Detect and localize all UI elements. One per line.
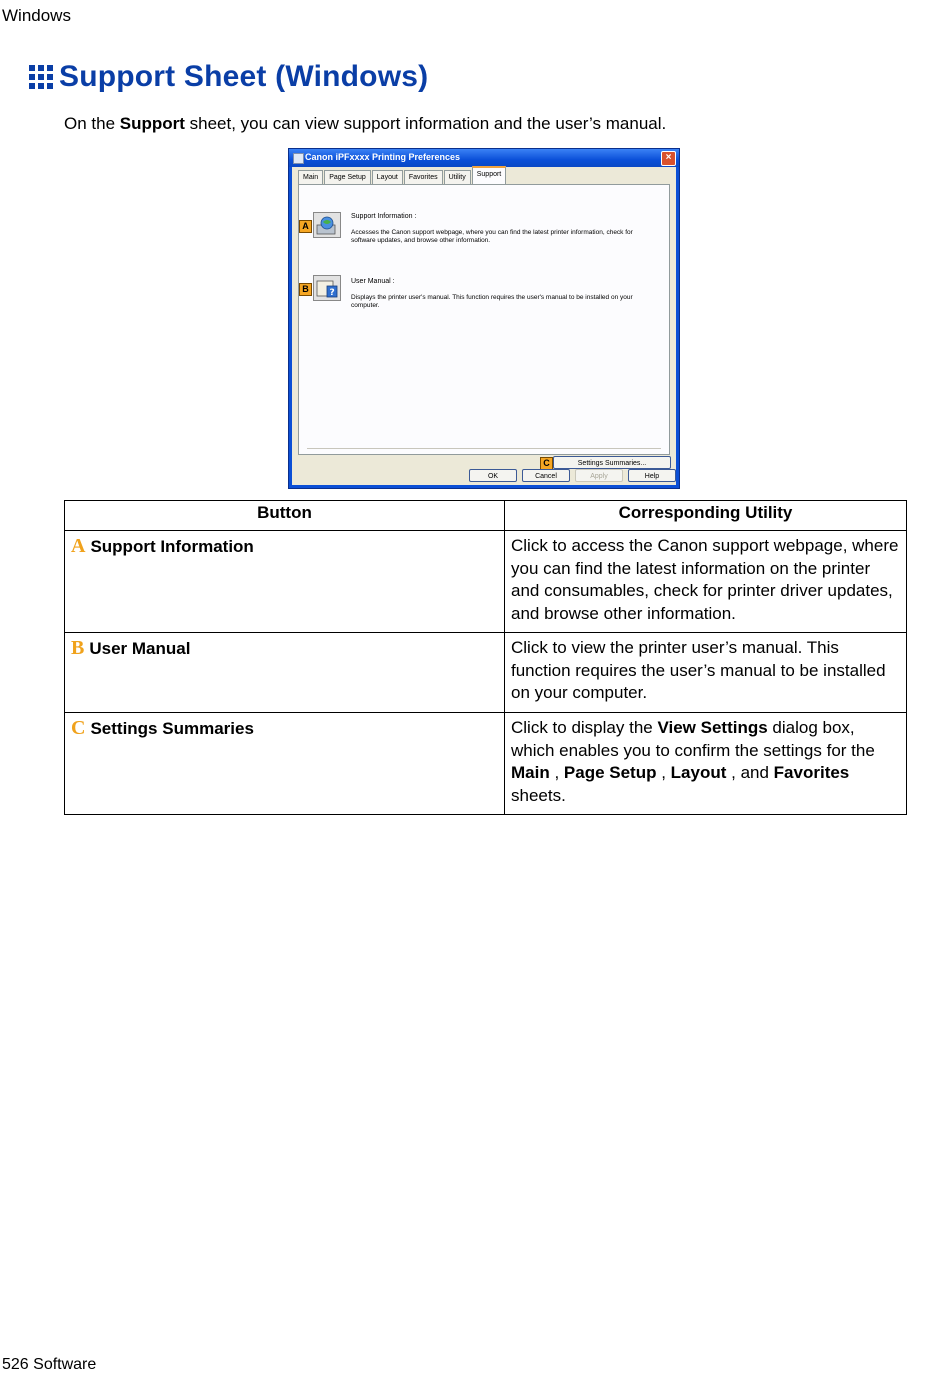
tab-support[interactable]: Support — [472, 166, 507, 184]
button-cell — [65, 531, 505, 633]
dialog-body — [292, 167, 676, 485]
running-head: Windows — [2, 6, 71, 25]
user-manual-label: User Manual : — [351, 278, 395, 285]
help-button[interactable]: Help — [628, 469, 676, 482]
grid-bullet-icon — [28, 64, 54, 90]
row-letter: B — [71, 637, 85, 659]
printing-preferences-dialog — [288, 148, 680, 489]
user-manual-desc: Displays the printer user's manual. This function requires the user's manual to be installed on your computer. — [351, 294, 633, 309]
support-information-label: Support Information : — [351, 213, 417, 220]
button-name: Support Information — [90, 537, 254, 556]
marker-a: A — [299, 220, 312, 233]
user-manual-icon — [314, 276, 340, 300]
support-tab-panel — [298, 184, 670, 468]
svg-text:?: ? — [329, 288, 335, 298]
page-footer: 526 Software — [2, 1356, 97, 1373]
section-heading — [28, 60, 428, 94]
support-information-button[interactable] — [313, 212, 341, 238]
dialog-title: Canon iPFxxxx Printing Preferences — [305, 152, 461, 162]
ok-button[interactable]: OK — [469, 469, 517, 482]
marker-c: C — [540, 457, 553, 470]
tab-favorites[interactable]: Favorites — [404, 170, 443, 184]
header-button: Button — [65, 501, 505, 531]
button-name: Settings Summaries — [90, 719, 254, 738]
settings-summaries-button[interactable]: Settings Summaries... — [553, 456, 671, 469]
cancel-button[interactable]: Cancel — [522, 469, 570, 482]
table-row — [65, 713, 907, 815]
table-row — [65, 531, 907, 633]
table-row — [65, 633, 907, 713]
dialog-titlebar — [289, 149, 679, 167]
tab-utility[interactable]: Utility — [444, 170, 471, 184]
tab-main[interactable]: Main — [298, 170, 323, 184]
tab-strip — [298, 171, 507, 184]
close-button[interactable]: × — [661, 151, 676, 166]
printer-app-icon — [293, 153, 304, 164]
button-cell — [65, 633, 505, 713]
page-title: Support Sheet (Windows) — [59, 60, 429, 93]
tab-layout[interactable]: Layout — [372, 170, 403, 184]
support-globe-icon — [314, 213, 340, 237]
utility-cell: Click to view the printer user’s manual. This function requires the user’s manual to be installed on your computer. — [505, 633, 907, 713]
user-manual-button[interactable] — [313, 275, 341, 301]
utility-cell: Click to display the View Settings dialog box, which enables you to confirm the settings for the Main , Page Setup , Layout , and Favorites sheets. — [505, 713, 907, 815]
support-information-desc: Accesses the Canon support webpage, where you can find the latest printer information, check for software updates, and browse other information. — [351, 229, 633, 244]
tab-page-setup[interactable]: Page Setup — [324, 170, 371, 184]
marker-b: B — [299, 283, 312, 296]
button-utility-table — [64, 500, 907, 815]
table-header-row — [65, 501, 907, 531]
divider — [307, 448, 661, 449]
row-letter: C — [71, 717, 86, 739]
intro-paragraph: On the Support sheet, you can view support information and the user’s manual. — [64, 114, 667, 133]
apply-button[interactable]: Apply — [575, 469, 623, 482]
utility-cell: Click to access the Canon support webpage, where you can find the latest information on the printer and consumables, check for printer driver updates, and browse other information. — [505, 531, 907, 633]
button-name: User Manual — [89, 639, 191, 658]
header-corresponding-utility: Corresponding Utility — [505, 501, 907, 531]
row-letter: A — [71, 535, 86, 557]
button-cell — [65, 713, 505, 815]
